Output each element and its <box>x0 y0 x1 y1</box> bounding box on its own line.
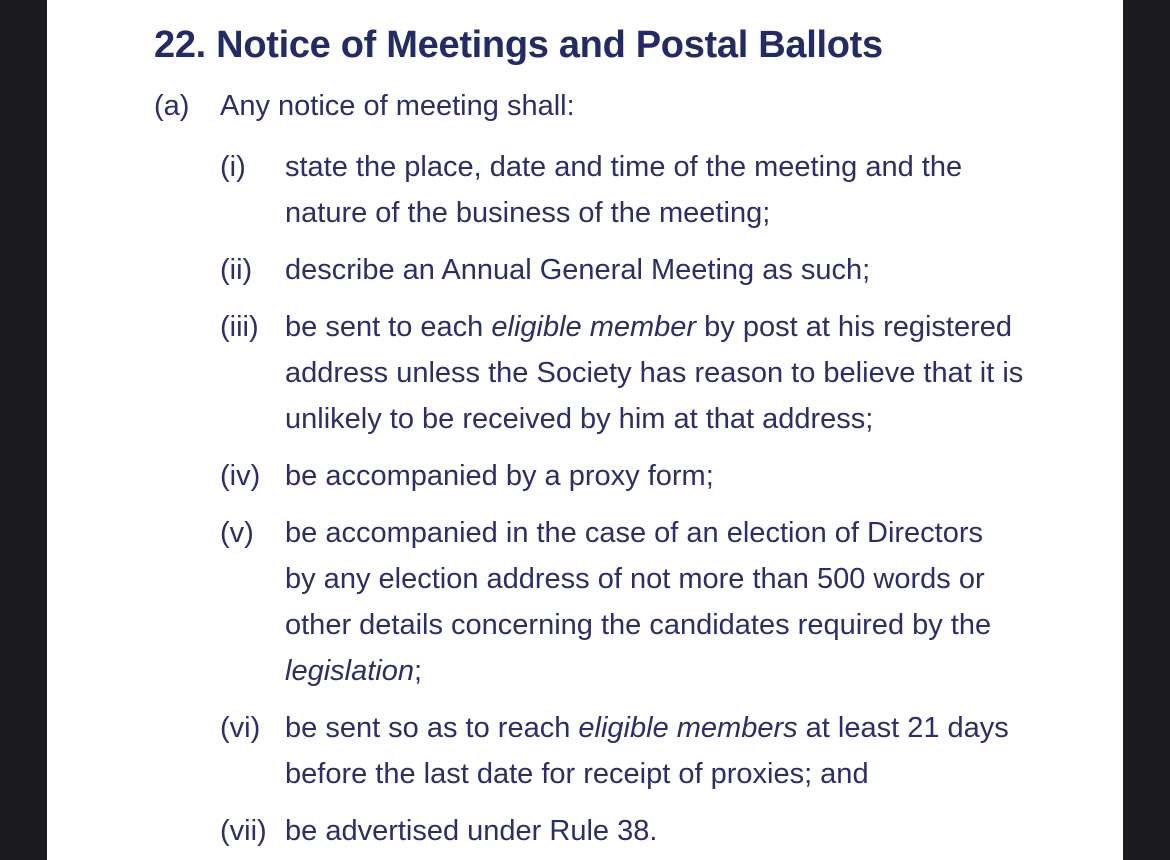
item-line <box>285 648 1005 694</box>
item-text <box>285 510 1005 694</box>
clause-label: (a) <box>154 90 190 122</box>
item-line: be accompanied in the case of an election of Directors <box>285 517 984 549</box>
item-line <box>285 304 1013 350</box>
item-line-post: by post at his registered <box>696 311 1013 343</box>
item-line: be accompanied by a proxy form; <box>285 460 714 492</box>
item-line: state the place, date and time of the meeting and the <box>285 151 963 183</box>
item-number: (iii) <box>220 311 259 343</box>
defined-term: eligible members <box>578 712 798 744</box>
item-number: (ii) <box>220 254 253 286</box>
item-line: describe an Annual General Meeting as such; <box>285 254 871 286</box>
item-text <box>285 453 1005 499</box>
document-page <box>47 0 1123 860</box>
item-line-post: at least 21 days <box>797 712 1009 744</box>
item-text <box>285 144 1005 236</box>
item-number: (iv) <box>220 460 261 492</box>
item-number: (i) <box>220 151 246 183</box>
item-line: other details concerning the candidates required by the <box>285 609 992 641</box>
item-text <box>285 705 1009 797</box>
item-line: by any election address of not more than 500 words or <box>285 563 985 595</box>
item-line <box>285 705 1009 751</box>
clause-text: Any notice of meeting shall: <box>220 90 575 122</box>
window-frame-right <box>1123 0 1170 860</box>
item-text <box>285 808 1005 854</box>
item-number: (vi) <box>220 712 261 744</box>
section-title: 22. Notice of Meetings and Postal Ballots <box>154 24 883 66</box>
item-number: (v) <box>220 517 254 549</box>
item-line: before the last date for receipt of proxies; and <box>285 758 869 790</box>
defined-term: legislation <box>285 655 414 687</box>
item-line: address unless the Society has reason to believe that it is <box>285 357 1024 389</box>
item-text <box>285 247 1005 293</box>
item-line: nature of the business of the meeting; <box>285 197 771 229</box>
item-line: be advertised under Rule 38. <box>285 815 658 847</box>
item-number: (vii) <box>220 815 267 847</box>
item-line-pre: be sent to each <box>285 311 492 343</box>
defined-term: eligible member <box>491 311 697 343</box>
item-line: unlikely to be received by him at that address; <box>285 403 874 435</box>
item-line-post: ; <box>413 655 423 687</box>
window-frame-left <box>0 0 47 860</box>
item-line-pre: be sent so as to reach <box>285 712 579 744</box>
item-text <box>285 304 1024 442</box>
